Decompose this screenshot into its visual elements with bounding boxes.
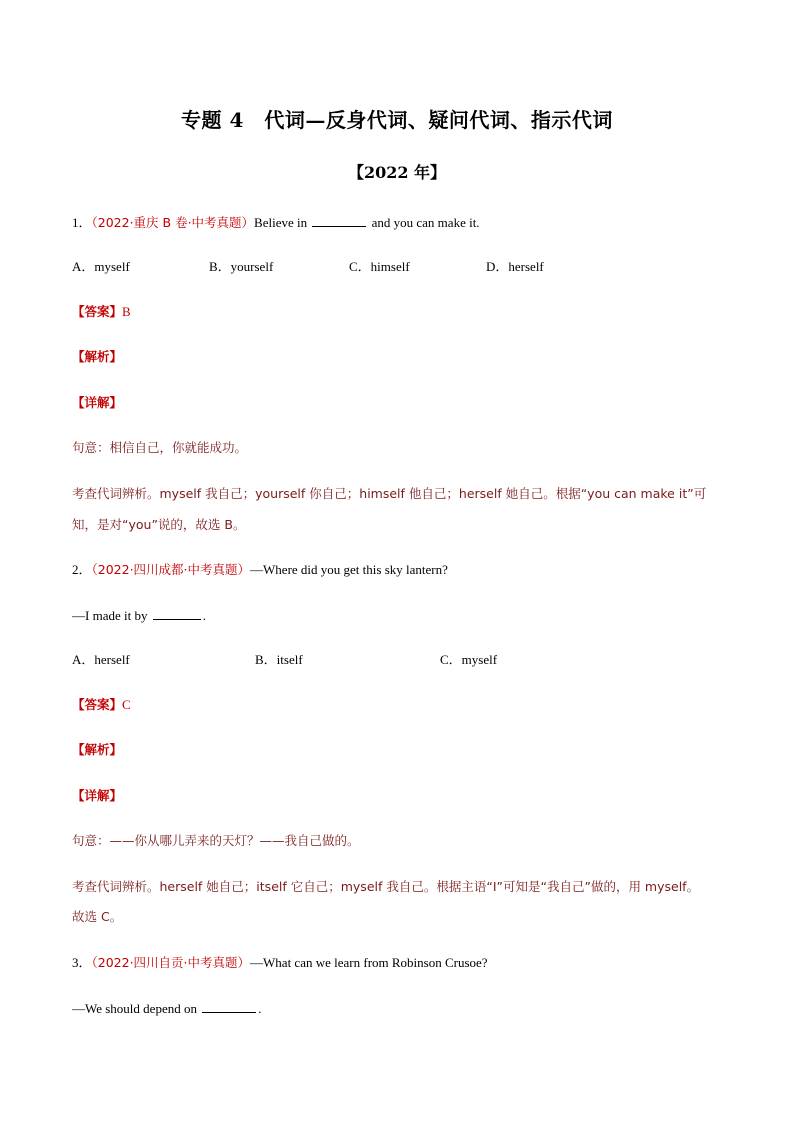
answer-line [72,302,732,322]
option-b: B．yourself [209,259,274,274]
explanation-line-2: 故选 C。 [72,909,123,924]
answer-value: C [122,697,131,712]
answer-blank [202,998,256,1013]
question-text: . [258,1001,262,1016]
question-text: . [202,608,206,623]
option-c: C．himself [349,259,410,274]
explanation-line-1: 考查代词辨析。herself 她自己；itself 它自己；myself 我自己。根据主语“I”可知是“我自己”做的，用 myself。 [72,879,700,894]
sentence-meaning: 句意：相信自己，你就能成功。 [72,440,248,455]
question-text: —I made it by [72,608,148,623]
detail-label: 【详解】 [72,788,123,803]
answer-blank [153,605,201,620]
analysis-label: 【解析】 [72,742,123,757]
explanation-line-1: 考查代词辨析。myself 我自己；yourself 你自己；himself 他自己；herself 她自己。根据“you can make it”可 [72,486,707,501]
document-title: 专题 4 代词—反身代词、疑问代词、指示代词 [181,108,613,132]
option-a: A．herself [72,652,130,667]
answer-value: B [122,304,131,319]
question-number: 2． [72,562,92,577]
explanation-line-2: 知，是对“you”说的，故选 B。 [72,517,246,532]
option-b: B．itself [255,652,303,667]
answer-line [72,695,732,715]
question-text: —We should depend on [72,1001,197,1016]
detail-label: 【详解】 [72,395,123,410]
question-3-stem [72,953,732,973]
question-1-stem [72,212,732,233]
question-number: 3． [72,955,92,970]
answer-label: 【答案】 [72,697,123,712]
analysis-label: 【解析】 [72,349,123,364]
question-source: （2022·四川成都·中考真题） [91,562,251,577]
question-text: —What can we learn from Robinson Crusoe? [250,955,488,970]
question-text: —Where did you get this sky lantern? [250,562,448,577]
option-d: D．herself [486,259,544,274]
option-a: A．myself [72,259,130,274]
option-c: C．myself [440,652,498,667]
answer-label: 【答案】 [72,304,123,319]
answer-blank [312,212,366,227]
question-text: Believe in [254,215,308,230]
question-source: （2022·重庆 B 卷·中考真题） [91,215,255,230]
year-heading: 【2022 年】 [347,163,447,182]
question-number: 1． [72,215,92,230]
question-2-stem [72,560,732,580]
question-2-reply [72,605,732,626]
question-text: and you can make it. [371,215,480,230]
question-3-reply [72,998,732,1019]
question-source: （2022·四川自贡·中考真题） [91,955,251,970]
sentence-meaning: 句意：——你从哪儿弄来的天灯？——我自己做的。 [72,833,360,848]
